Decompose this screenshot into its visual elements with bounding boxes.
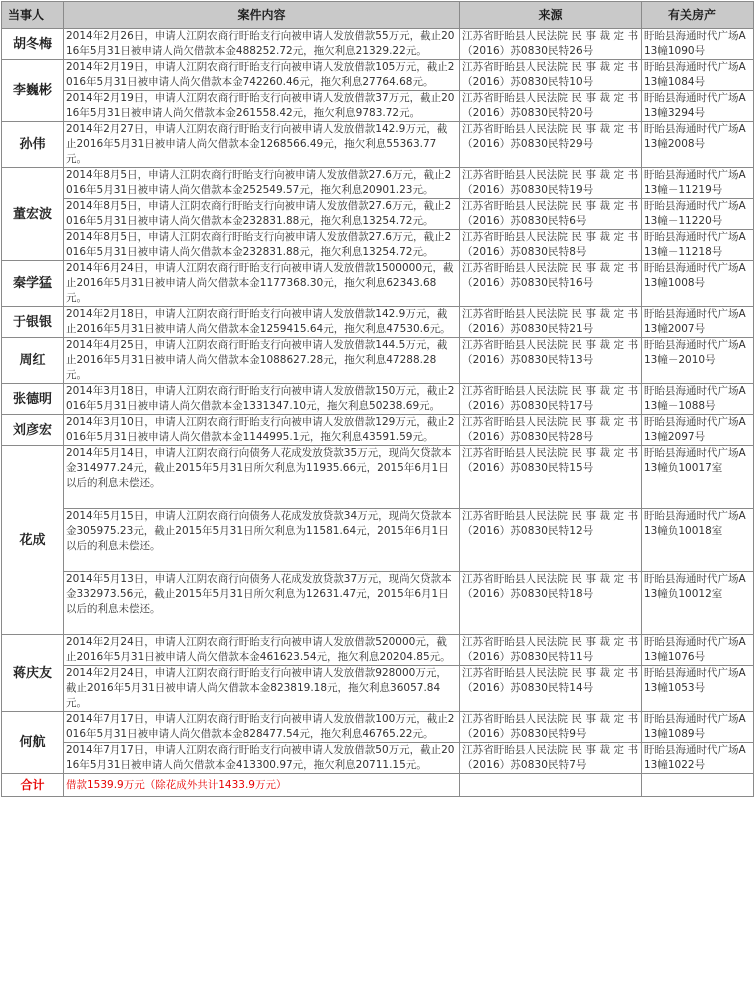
case-content: 2014年2月27日，申请人江阴农商行盱眙支行向被申请人发放借款142.9万元，截止2016年5月31日被申请人尚欠借款本金1268566.49元，拖欠利息55363.77元。 <box>64 122 460 168</box>
table-row <box>2 712 754 743</box>
case-property: 盱眙县海通时代广场A13幢－2010号 <box>642 338 754 384</box>
case-property: 盱眙县海通时代广场A13幢2008号 <box>642 122 754 168</box>
case-property: 盱眙县海通时代广场A13幢1076号 <box>642 635 754 666</box>
case-content: 2014年2月18日，申请人江阴农商行盱眙支行向被申请人发放借款142.9万元，截止2016年5月31日被申请人尚欠借款本金1259415.64元，拖欠利息47530.6元。 <box>64 307 460 338</box>
case-source: 江苏省盱眙县人民法院 民 事 裁 定 书 （2016）苏0830民特10号 <box>460 60 642 91</box>
case-property: 盱眙县海通时代广场A13幢－1088号 <box>642 384 754 415</box>
case-property: 盱眙县海通时代广场A13幢2007号 <box>642 307 754 338</box>
table-row <box>2 261 754 307</box>
case-content: 2014年2月24日，申请人江阴农商行盱眙支行向被申请人发放借款928000万元，截止2016年5月31日被申请人尚欠借款本金823819.18元，拖欠利息36057.84元。 <box>64 666 460 712</box>
case-source: 江苏省盱眙县人民法院 民 事 裁 定 书 （2016）苏0830民特7号 <box>460 743 642 774</box>
case-source: 江苏省盱眙县人民法院 民 事 裁 定 书 （2016）苏0830民特8号 <box>460 230 642 261</box>
table-row <box>2 60 754 91</box>
case-property: 盱眙县海通时代广场A13幢－11218号 <box>642 230 754 261</box>
case-content: 2014年2月19日，申请人江阴农商行盱眙支行向被申请人发放借款37万元，截止2016年5月31日被申请人尚欠借款本金261558.42元，拖欠利息9783.72元。 <box>64 91 460 122</box>
case-source: 江苏省盱眙县人民法院 民 事 裁 定 书 （2016）苏0830民特17号 <box>460 384 642 415</box>
total-label: 合计 <box>2 774 64 797</box>
table-row <box>2 635 754 666</box>
table-row <box>2 743 754 774</box>
case-source: 江苏省盱眙县人民法院 民 事 裁 定 书 （2016）苏0830民特16号 <box>460 261 642 307</box>
total-row <box>2 774 754 797</box>
case-source: 江苏省盱眙县人民法院 民 事 裁 定 书 （2016）苏0830民特21号 <box>460 307 642 338</box>
total-empty-source <box>460 774 642 797</box>
table-row <box>2 168 754 199</box>
case-source: 江苏省盱眙县人民法院 民 事 裁 定 书 （2016）苏0830民特15号 <box>460 446 642 509</box>
party-name: 董宏波 <box>2 168 64 261</box>
case-table <box>1 1 754 797</box>
case-content: 2014年2月26日，申请人江阴农商行盱眙支行向被申请人发放借款55万元，截止2016年5月31日被申请人尚欠借款本金488252.72元，拖欠利息21329.22元。 <box>64 29 460 60</box>
case-property: 盱眙县海通时代广场A13幢3294号 <box>642 91 754 122</box>
case-content: 2014年3月10日，申请人江阴农商行盱眙支行向被申请人发放借款129万元，截止2016年5月31日被申请人尚欠借款本金1144995.1元，拖欠利息43591.59元。 <box>64 415 460 446</box>
total-text: 借款1539.9万元（除花成外共计1433.9万元） <box>64 774 460 797</box>
case-property: 盱眙县海通时代广场A13幢负10017室 <box>642 446 754 509</box>
case-property: 盱眙县海通时代广场A13幢2097号 <box>642 415 754 446</box>
table-row <box>2 572 754 635</box>
table-row <box>2 307 754 338</box>
party-name: 刘彦宏 <box>2 415 64 446</box>
case-source: 江苏省盱眙县人民法院 民 事 裁 定 书 （2016）苏0830民特13号 <box>460 338 642 384</box>
header-party: 当事人 <box>2 2 64 29</box>
case-source: 江苏省盱眙县人民法院 民 事 裁 定 书 （2016）苏0830民特14号 <box>460 666 642 712</box>
case-content: 2014年2月19日，申请人江阴农商行盱眙支行向被申请人发放借款105万元，截止2016年5月31日被申请人尚欠借款本金742260.46元，拖欠利息27764.68元。 <box>64 60 460 91</box>
case-source: 江苏省盱眙县人民法院 民 事 裁 定 书 （2016）苏0830民特19号 <box>460 168 642 199</box>
table-row <box>2 199 754 230</box>
case-source: 江苏省盱眙县人民法院 民 事 裁 定 书 （2016）苏0830民特20号 <box>460 91 642 122</box>
case-content: 2014年7月17日，申请人江阴农商行盱眙支行向被申请人发放借款50万元，截止2016年5月31日被申请人尚欠借款本金413300.97元，拖欠利息20711.15元。 <box>64 743 460 774</box>
party-name: 孙伟 <box>2 122 64 168</box>
table-row <box>2 415 754 446</box>
table-row <box>2 509 754 572</box>
case-property: 盱眙县海通时代广场A13幢1090号 <box>642 29 754 60</box>
case-property: 盱眙县海通时代广场A13幢－11220号 <box>642 199 754 230</box>
party-name: 蒋庆友 <box>2 635 64 712</box>
case-content: 2014年5月13日，申请人江阴农商行向债务人花成发放贷款37万元，现尚欠贷款本金332973.56元，截止2015年5月31日所欠利息为12631.47元，2015年6月1日以后的利息未偿还。 <box>64 572 460 635</box>
case-content: 2014年8月5日，申请人江阴农商行盱眙支行向被申请人发放借款27.6万元，截止2016年5月31日被申请人尚欠借款本金252549.57元，拖欠利息20901.23元。 <box>64 168 460 199</box>
total-empty-property <box>642 774 754 797</box>
party-name: 张德明 <box>2 384 64 415</box>
header-source: 来源 <box>460 2 642 29</box>
case-source: 江苏省盱眙县人民法院 民 事 裁 定 书 （2016）苏0830民特18号 <box>460 572 642 635</box>
table-row <box>2 666 754 712</box>
header-property: 有关房产 <box>642 2 754 29</box>
case-content: 2014年5月15日，申请人江阴农商行向债务人花成发放贷款34万元，现尚欠贷款本金305975.23元，截止2015年5月31日所欠利息为11581.64元，2015年6月1日以后的利息未偿还。 <box>64 509 460 572</box>
party-name: 秦学猛 <box>2 261 64 307</box>
table-body <box>2 29 754 774</box>
party-name: 花成 <box>2 446 64 635</box>
header-content: 案件内容 <box>64 2 460 29</box>
table-row <box>2 446 754 509</box>
case-source: 江苏省盱眙县人民法院 民 事 裁 定 书 （2016）苏0830民特9号 <box>460 712 642 743</box>
case-property: 盱眙县海通时代广场A13幢1008号 <box>642 261 754 307</box>
case-source: 江苏省盱眙县人民法院 民 事 裁 定 书 （2016）苏0830民特11号 <box>460 635 642 666</box>
table-row <box>2 122 754 168</box>
case-property: 盱眙县海通时代广场A13幢负10012室 <box>642 572 754 635</box>
case-content: 2014年5月14日，申请人江阴农商行向债务人花成发放贷款35万元，现尚欠贷款本金314977.24元，截止2015年5月31日所欠利息为11935.66元，2015年6月1日以后的利息未偿还。 <box>64 446 460 509</box>
case-content: 2014年8月5日，申请人江阴农商行盱眙支行向被申请人发放借款27.6万元，截止2016年5月31日被申请人尚欠借款本金232831.88元，拖欠利息13254.72元。 <box>64 199 460 230</box>
table-row <box>2 29 754 60</box>
case-source: 江苏省盱眙县人民法院 民 事 裁 定 书 （2016）苏0830民特29号 <box>460 122 642 168</box>
party-name: 何航 <box>2 712 64 774</box>
case-content: 2014年6月24日，申请人江阴农商行盱眙支行向被申请人发放借款1500000元，截止2016年5月31日被申请人尚欠借款本金1177368.30元，拖欠利息62343.68元。 <box>64 261 460 307</box>
case-content: 2014年7月17日，申请人江阴农商行盱眙支行向被申请人发放借款100万元，截止2016年5月31日被申请人尚欠借款本金828477.54元，拖欠利息46765.22元。 <box>64 712 460 743</box>
table-row <box>2 230 754 261</box>
case-source: 江苏省盱眙县人民法院 民 事 裁 定 书 （2016）苏0830民特6号 <box>460 199 642 230</box>
table-row <box>2 338 754 384</box>
case-content: 2014年8月5日，申请人江阴农商行盱眙支行向被申请人发放借款27.6万元，截止2016年5月31日被申请人尚欠借款本金232831.88元，拖欠利息13254.72元。 <box>64 230 460 261</box>
case-source: 江苏省盱眙县人民法院 民 事 裁 定 书 （2016）苏0830民特26号 <box>460 29 642 60</box>
case-source: 江苏省盱眙县人民法院 民 事 裁 定 书 （2016）苏0830民特28号 <box>460 415 642 446</box>
case-property: 盱眙县海通时代广场A13幢－11219号 <box>642 168 754 199</box>
table-row <box>2 91 754 122</box>
case-source: 江苏省盱眙县人民法院 民 事 裁 定 书 （2016）苏0830民特12号 <box>460 509 642 572</box>
case-content: 2014年4月25日，申请人江阴农商行盱眙支行向被申请人发放借款144.5万元，截止2016年5月31日被申请人尚欠借款本金1088627.28元，拖欠利息47288.28元。 <box>64 338 460 384</box>
case-property: 盱眙县海通时代广场A13幢1089号 <box>642 712 754 743</box>
case-property: 盱眙县海通时代广场A13幢1084号 <box>642 60 754 91</box>
party-name: 于银银 <box>2 307 64 338</box>
header-row <box>2 2 754 29</box>
table-row <box>2 384 754 415</box>
party-name: 胡冬梅 <box>2 29 64 60</box>
case-content: 2014年2月24日，申请人江阴农商行盱眙支行向被申请人发放借款520000元，截止2016年5月31日被申请人尚欠借款本金461623.54元，拖欠利息20204.85元。 <box>64 635 460 666</box>
case-content: 2014年3月18日，申请人江阴农商行盱眙支行向被申请人发放借款150万元，截止2016年5月31日被申请人尚欠借款本金1331347.10元，拖欠利息50238.69元。 <box>64 384 460 415</box>
party-name: 李巍彬 <box>2 60 64 122</box>
case-property: 盱眙县海通时代广场A13幢1022号 <box>642 743 754 774</box>
party-name: 周红 <box>2 338 64 384</box>
case-property: 盱眙县海通时代广场A13幢1053号 <box>642 666 754 712</box>
case-property: 盱眙县海通时代广场A13幢负10018室 <box>642 509 754 572</box>
